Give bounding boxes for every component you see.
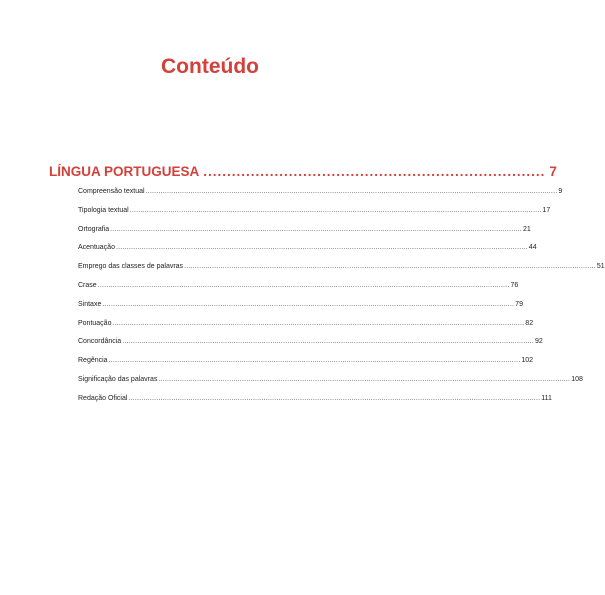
toc-entry: [78, 243, 537, 262]
page-title: Conteúdo: [161, 55, 259, 78]
toc-entry: [78, 300, 523, 319]
toc-entry: [78, 337, 543, 356]
section-label: LÍNGUA PORTUGUESA: [49, 164, 200, 179]
toc-dot-leader: ................................................................................................................................................................................................: [129, 206, 542, 214]
toc-entry-list: [78, 187, 605, 413]
toc-entry: [78, 262, 605, 281]
toc-entry-page: 76: [510, 281, 519, 289]
toc-entry: [78, 225, 531, 244]
toc-entry: [78, 375, 583, 394]
toc-entry-label: Ortografia: [78, 225, 110, 233]
toc-entry: [78, 319, 534, 338]
toc-entry-label: Concordância: [78, 338, 122, 346]
toc-entry-label: Acentuação: [78, 244, 115, 252]
toc-entry-page: 44: [528, 244, 537, 252]
toc-dot-leader: ................................................................................................................................................................................................: [145, 188, 558, 195]
toc-dot-leader: ................................................................................................................................................................................................: [102, 300, 515, 308]
toc-entry-page: 108: [571, 375, 583, 383]
toc-entry: [78, 206, 551, 225]
toc-dot-leader: ................................................................................................................................................................................................: [184, 263, 596, 271]
toc-entry: [78, 281, 519, 300]
toc-entry-label: Crase: [78, 281, 97, 289]
toc-entry-label: Significação das palavras: [78, 375, 158, 383]
toc-dot-leader: ................................................................................................................................................................................................: [122, 338, 535, 346]
toc-entry: [78, 356, 534, 375]
toc-entry-label: Pontuação: [78, 319, 112, 327]
toc-entry-page: 92: [535, 338, 543, 346]
toc-entry-page: 21: [522, 225, 531, 233]
toc-entry-page: 102: [521, 357, 534, 365]
toc-dot-leader: ................................................................................................................................................................................................: [115, 244, 528, 252]
section-dot-leader: ........................................................................: [203, 164, 546, 179]
toc-dot-leader: ................................................................................................................................................................................................: [112, 319, 525, 327]
toc-entry-page: 82: [525, 319, 534, 327]
toc-dot-leader: ................................................................................................................................................................................................: [110, 225, 522, 233]
toc-entry-label: Redação Oficial: [78, 394, 128, 402]
toc-entry-label: Regência: [78, 357, 108, 365]
toc-dot-leader: ................................................................................................................................................................................................: [128, 394, 541, 402]
toc-entry-label: Sintaxe: [78, 300, 102, 308]
toc-dot-leader: ................................................................................................................................................................................................: [108, 357, 521, 365]
toc-entry-label: Compreensão textual: [78, 188, 145, 195]
toc-section-heading: [49, 163, 557, 181]
toc-entry-page: 51: [596, 263, 605, 271]
toc-dot-leader: ................................................................................................................................................................................................: [158, 375, 571, 383]
toc-entry-page: 79: [515, 300, 523, 308]
toc-entry: [78, 187, 563, 206]
toc-entry-page: 111: [541, 394, 552, 402]
section-page-number: 7: [549, 164, 557, 179]
toc-entry-page: 17: [542, 206, 551, 214]
toc-entry-label: Emprego das classes de palavras: [78, 263, 184, 271]
toc-dot-leader: ................................................................................................................................................................................................: [97, 281, 510, 289]
toc-entry-page: 9: [558, 188, 563, 195]
toc-entry: [78, 394, 552, 413]
toc-entry-label: Tipologia textual: [78, 206, 129, 214]
